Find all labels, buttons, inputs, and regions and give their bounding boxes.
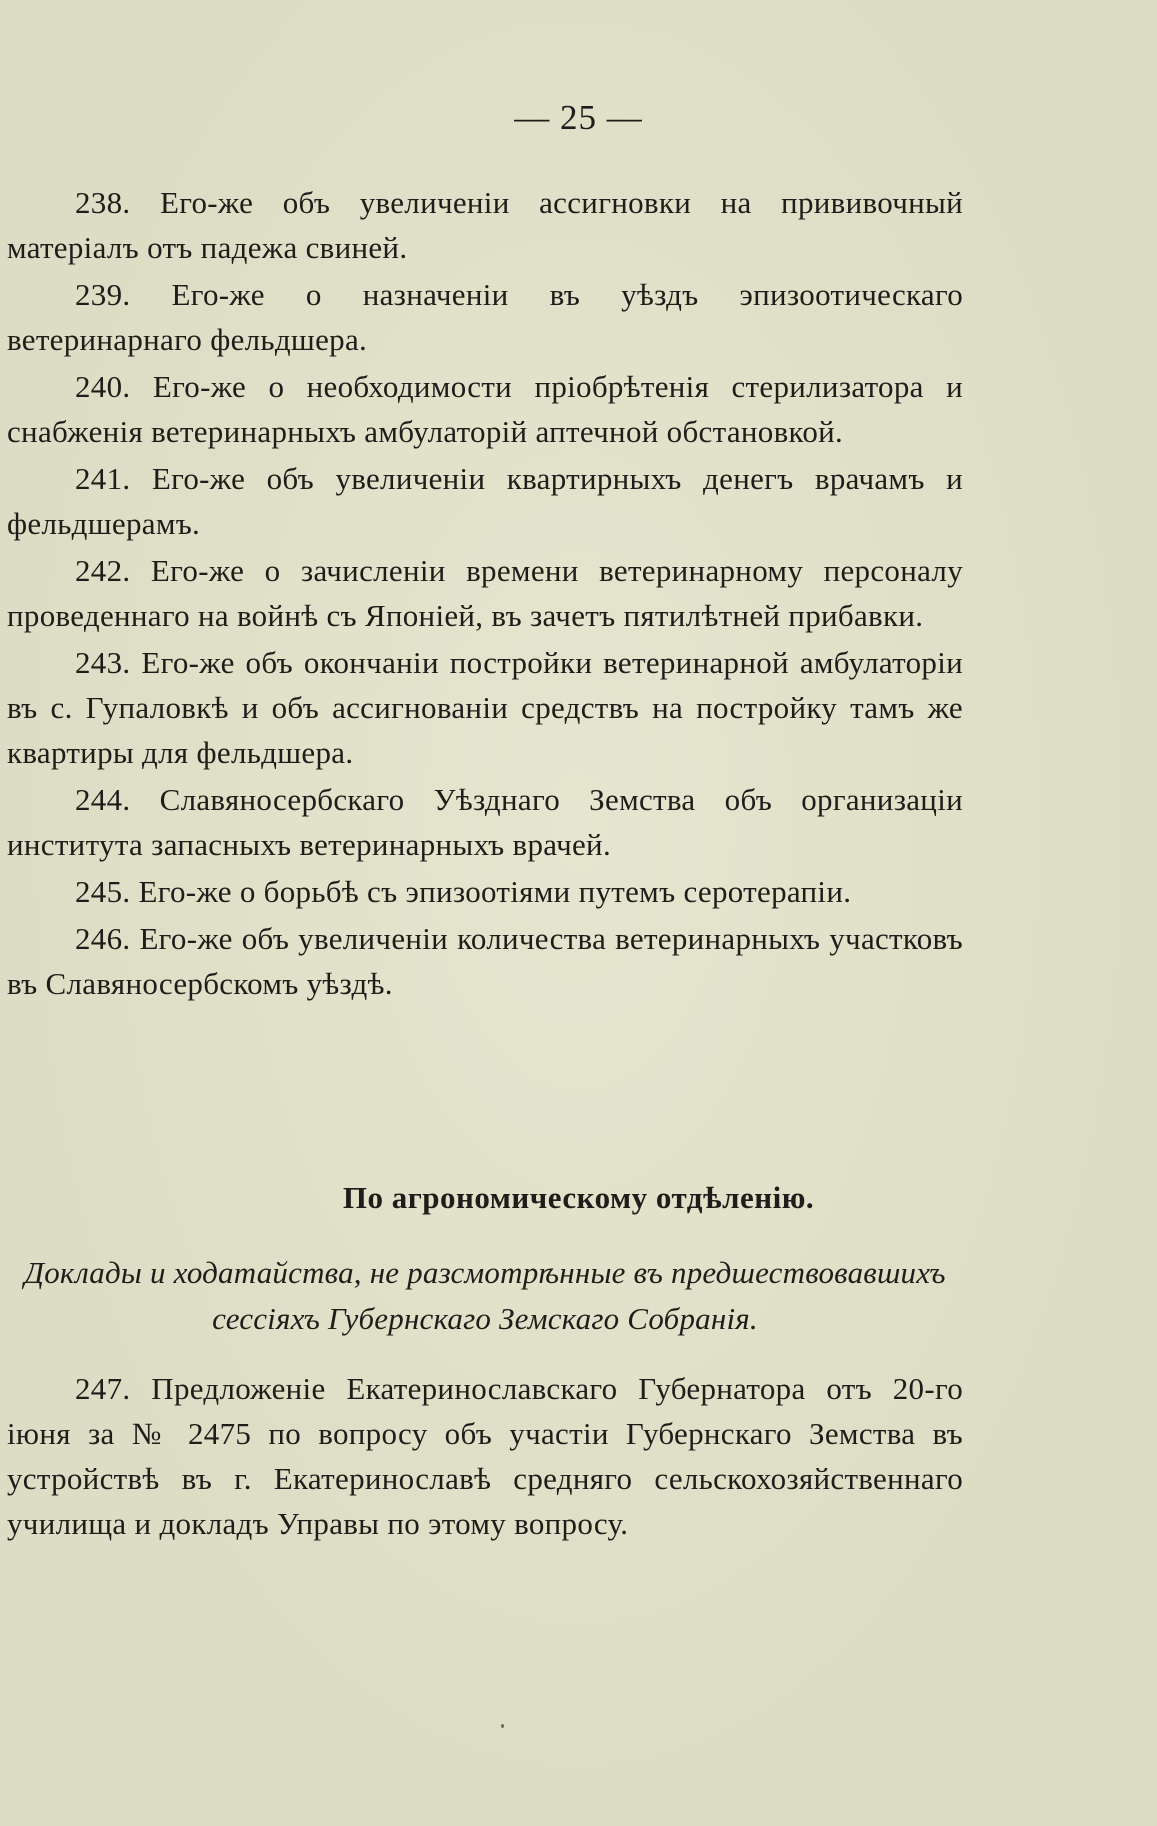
section-heading: По агрономическому отдѣленію. (342, 1180, 815, 1215)
paper-speck (501, 1724, 504, 1728)
list-item-246: 246. Его-же объ увеличеніи количества ветеринарныхъ участковъ въ Славяносербскомъ уѣздѣ. (7, 921, 963, 1001)
items-list (7, 180, 963, 1008)
section-subheading: Доклады и ходатайства, не разсмотрѣнные въ предшествовавшихъ сессіяхъ Губернскаго Земскаго Собранія. (24, 1255, 946, 1336)
list-item-240: 240. Его-же о необходимости пріобрѣтенія стерилизатора и снабженія ветеринарныхъ амбулаторій аптечной обстановкой. (7, 369, 963, 449)
list-item-241: 241. Его-же объ увеличеніи квартирныхъ денегъ врачамъ и фельдшерамъ. (7, 461, 963, 541)
list-item-242: 242. Его-же о зачисленіи времени ветеринарному персоналу проведеннаго на войнѣ съ Японіей, въ зачетъ пятилѣтней прибавки. (7, 553, 963, 633)
list-item-243: 243. Его-же объ окончаніи постройки ветеринарной амбулаторіи въ с. Гупаловкѣ и объ ассигнованіи средствъ на постройку тамъ же квартиры для фельдшера. (7, 645, 963, 770)
items-list-2 (7, 1366, 963, 1548)
list-item-239: 239. Его-же о назначеніи въ уѣздъ эпизоотическаго ветеринарнаго фельдшера. (7, 277, 963, 357)
list-item-247: 247. Предложеніе Екатеринославскаго Губернатора отъ 20-го іюня за № 2475 по вопросу объ участіи Губернскаго Земства въ устройствѣ въ г. Екатеринославѣ средняго сельскохозяйственнаго училища и докладъ Управы по этому вопросу. (7, 1371, 963, 1541)
page-number: — 25 — (514, 98, 643, 137)
list-item-244: 244. Славяносербскаго Уѣзднаго Земства объ организаціи института запасныхъ ветеринарныхъ врачей. (7, 782, 963, 862)
list-item-245: 245. Его-же о борьбѣ съ эпизоотіями путемъ серотерапіи. (75, 874, 852, 909)
list-item-238: 238. Его-же объ увеличеніи ассигновки на прививочный матеріалъ отъ падежа свиней. (7, 185, 963, 265)
